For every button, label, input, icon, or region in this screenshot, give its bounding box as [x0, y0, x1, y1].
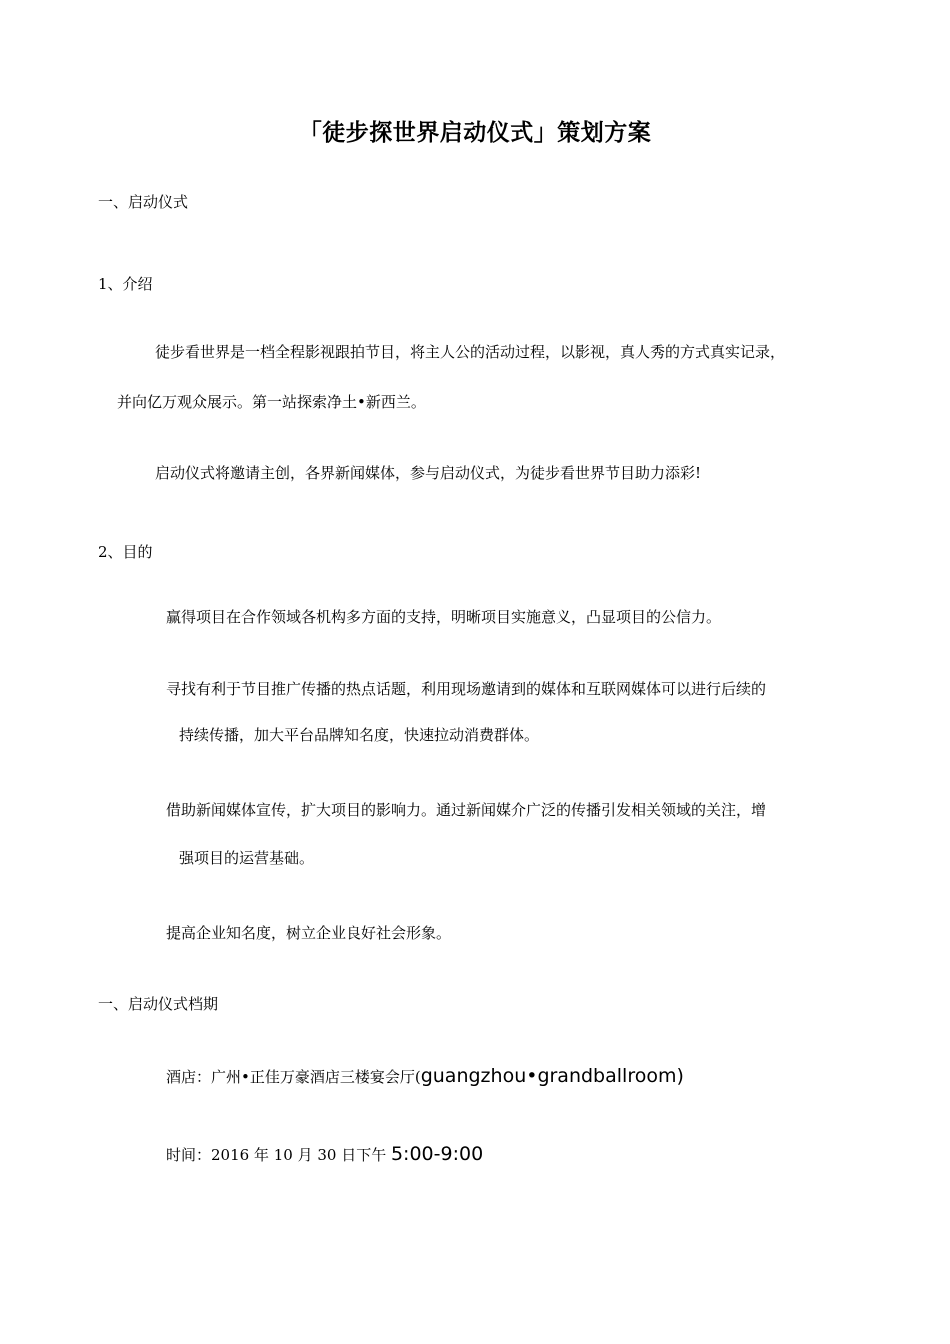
subheading-introduction: 1、介绍 — [98, 275, 153, 293]
venue-english-name: guangzhou•grandballroom) — [420, 1065, 684, 1087]
time-line — [166, 1144, 483, 1165]
purpose-item-4: 提高企业知名度，树立企业良好社会形象。 — [166, 924, 452, 942]
section-heading-launch-ceremony: 一、启动仪式 — [98, 193, 189, 211]
time-label: 时间：2016 年 10 月 30 日下午 — [166, 1146, 391, 1164]
intro-paragraph-line-2: 并向亿万观众展示。第一站探索净土•新西兰。 — [117, 393, 426, 411]
purpose-item-2-line-1: 寻找有利于节目推广传播的热点话题，利用现场邀请到的媒体和互联网媒体可以进行后续的 — [166, 680, 767, 698]
venue-line — [166, 1066, 684, 1087]
purpose-item-3-line-1: 借助新闻媒体宣传，扩大项目的影响力。通过新闻媒介广泛的传播引发相关领域的关注，增 — [166, 801, 767, 819]
purpose-item-2-line-2: 持续传播，加大平台品牌知名度，快速拉动消费群体。 — [179, 726, 540, 744]
intro-paragraph-2: 启动仪式将邀请主创，各界新闻媒体，参与启动仪式，为徒步看世界节目助力添彩! — [155, 464, 702, 482]
section-heading-schedule: 一、启动仪式档期 — [98, 995, 219, 1013]
purpose-item-3-line-2: 强项目的运营基础。 — [179, 849, 315, 867]
venue-label: 酒店：广州•正佳万豪酒店三楼宴会厅( — [166, 1068, 421, 1086]
time-value: 5:00-9:00 — [390, 1143, 484, 1165]
subheading-purpose: 2、目的 — [98, 543, 153, 561]
purpose-item-1: 赢得项目在合作领域各机构多方面的支持，明晰项目实施意义，凸显项目的公信力。 — [166, 608, 722, 626]
intro-paragraph-line-1: 徒步看世界是一档全程影视跟拍节目，将主人公的活动过程，以影视，真人秀的方式真实记录， — [155, 343, 786, 361]
document-title: 「徒步探世界启动仪式」策划方案 — [298, 120, 652, 146]
